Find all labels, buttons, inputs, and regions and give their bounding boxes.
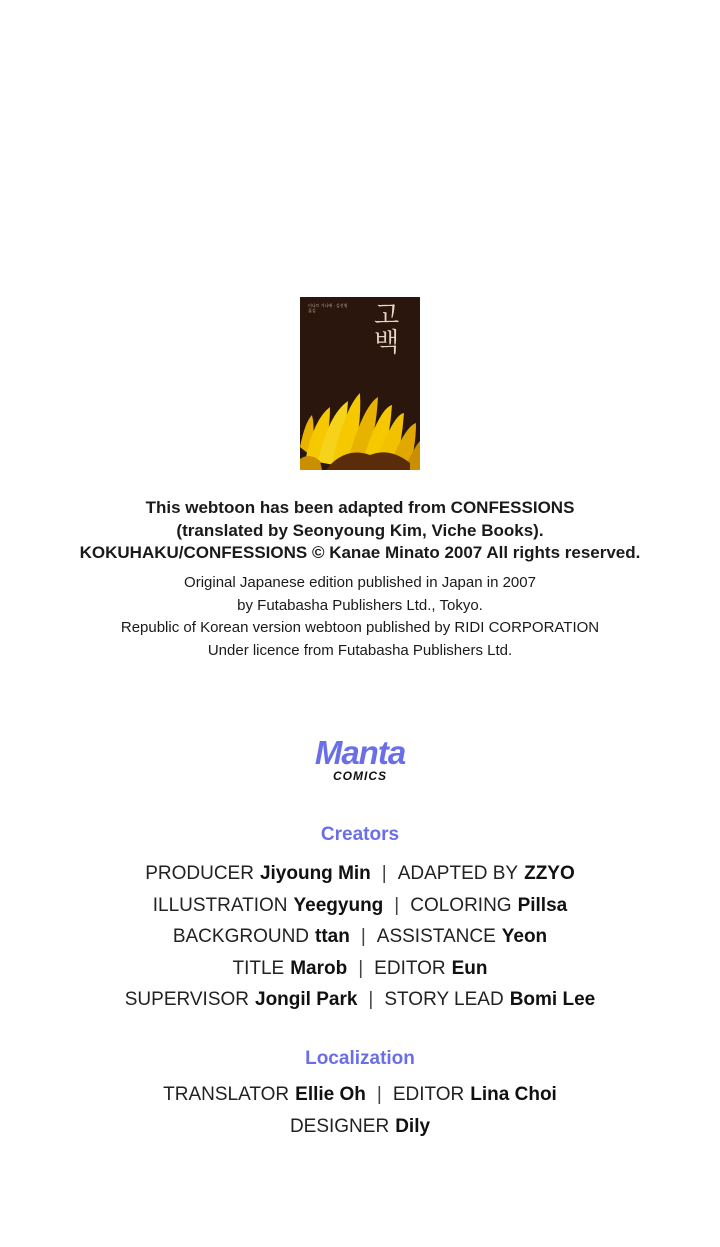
notice-line: (translated by Seonyoung Kim, Viche Books). bbox=[176, 520, 544, 540]
creators-title: Creators bbox=[320, 824, 400, 845]
book-cover bbox=[300, 297, 420, 470]
credit-row bbox=[0, 858, 720, 890]
credit-name: Eun bbox=[451, 957, 488, 979]
credit-role: ILLUSTRATION bbox=[152, 894, 288, 916]
publication-line: Original Japanese edition published in Japan in 2007 bbox=[184, 574, 536, 591]
credit-name: Jongil Park bbox=[255, 989, 358, 1011]
credit-name: Yeegyung bbox=[293, 894, 384, 916]
credit-row bbox=[0, 1079, 720, 1111]
credit-separator: | bbox=[358, 957, 364, 979]
localization-credits bbox=[0, 1079, 720, 1142]
credit-separator: | bbox=[381, 863, 387, 884]
credit-role: COLORING bbox=[410, 894, 512, 916]
credit-name: Jiyoung Min bbox=[259, 863, 371, 884]
cover-top-text: 미나토 가나에 · 김선영 옮김 bbox=[308, 303, 348, 313]
credit-separator: | bbox=[376, 1084, 382, 1105]
credit-role: BACKGROUND bbox=[172, 926, 310, 948]
credit-name: Pillsa bbox=[517, 894, 568, 916]
credit-name: Marob bbox=[290, 957, 348, 979]
localization-title: Localization bbox=[305, 1048, 415, 1069]
credit-name: Lina Choi bbox=[470, 1084, 557, 1105]
credit-role: PRODUCER bbox=[145, 863, 254, 884]
cover-title: 고백 bbox=[369, 301, 399, 355]
credit-role: DESIGNER bbox=[289, 1115, 390, 1137]
credit-name: Yeon bbox=[501, 926, 548, 948]
credit-role: TITLE bbox=[232, 957, 285, 979]
credit-name: ZZYO bbox=[524, 863, 575, 884]
logo-wordmark: Manta bbox=[314, 734, 406, 771]
credit-row bbox=[0, 953, 720, 985]
credit-role: STORY LEAD bbox=[384, 989, 504, 1011]
publication-line: by Futabasha Publishers Ltd., Tokyo. bbox=[237, 596, 483, 614]
adaptation-notice bbox=[0, 497, 720, 565]
credit-separator: | bbox=[360, 926, 366, 948]
publication-line: Under licence from Futabasha Publishers Ltd. bbox=[207, 642, 513, 660]
credit-name: ttan bbox=[315, 926, 350, 948]
credit-role: EDITOR bbox=[374, 957, 446, 979]
logo-subtitle: COMICS bbox=[333, 769, 387, 783]
credit-row bbox=[0, 984, 720, 1016]
credit-role: ASSISTANCE bbox=[376, 926, 496, 948]
credit-role: TRANSLATOR bbox=[163, 1084, 290, 1105]
manta-comics-logo bbox=[0, 736, 720, 783]
credit-role: SUPERVISOR bbox=[124, 989, 249, 1011]
credit-role: ADAPTED BY bbox=[397, 863, 519, 884]
notice-line: This webtoon has been adapted from CONFESSIONS bbox=[145, 498, 575, 517]
credit-name: Dily bbox=[395, 1115, 431, 1137]
notice-line: KOKUHAKU/CONFESSIONS © Kanae Minato 2007 All rights reserved. bbox=[79, 543, 641, 562]
credit-row bbox=[0, 890, 720, 922]
publication-line: Republic of Korean version webtoon published by RIDI CORPORATION bbox=[120, 619, 600, 637]
credit-name: Ellie Oh bbox=[295, 1084, 366, 1105]
credit-separator: | bbox=[394, 894, 400, 916]
creators-credits bbox=[0, 858, 720, 1016]
sunflower-illustration bbox=[300, 297, 420, 470]
credit-role: EDITOR bbox=[392, 1084, 465, 1105]
credit-row bbox=[0, 1111, 720, 1143]
publication-notice bbox=[0, 572, 720, 663]
credit-separator: | bbox=[368, 989, 374, 1011]
credit-name: Bomi Lee bbox=[509, 989, 596, 1011]
credit-row bbox=[0, 921, 720, 953]
